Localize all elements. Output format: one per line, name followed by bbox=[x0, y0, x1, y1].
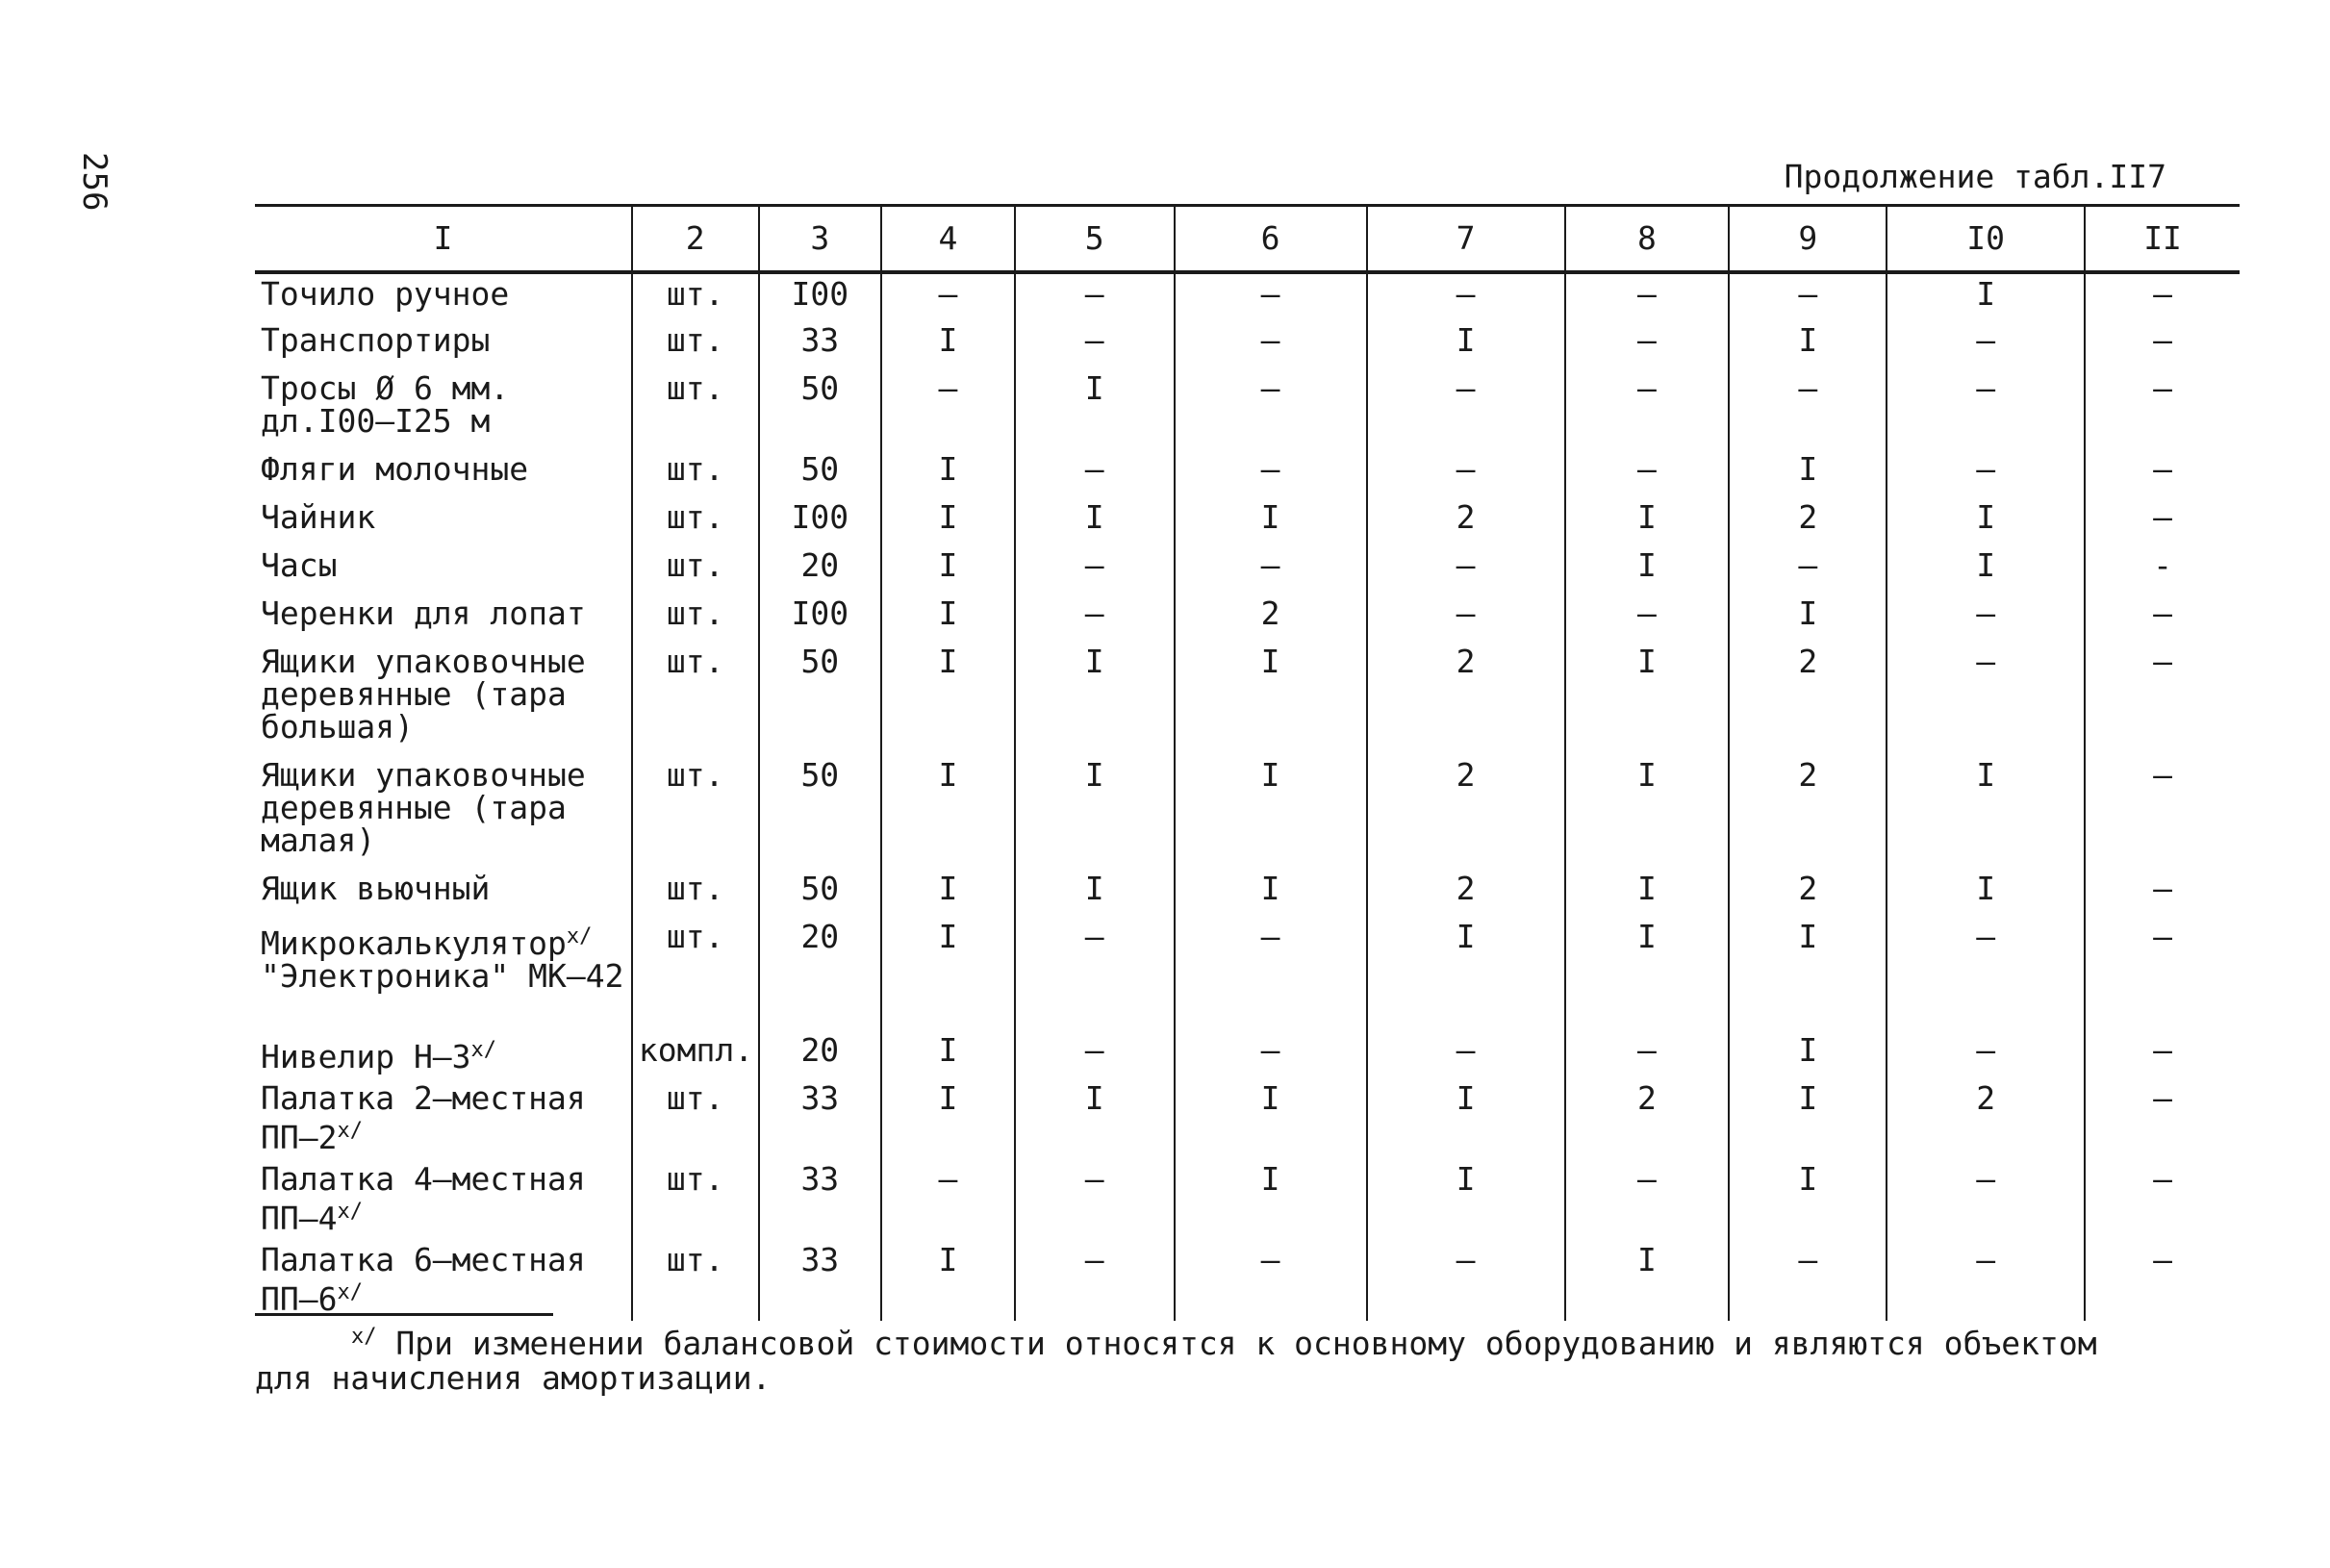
footnote bbox=[255, 1320, 2179, 1396]
value-cell-col-10: I bbox=[1887, 545, 2085, 594]
value-cell-col-10: – bbox=[1887, 917, 2085, 1030]
column-header: 8 bbox=[1565, 206, 1730, 273]
value-cell-col-11: – bbox=[2085, 1159, 2240, 1240]
value-cell-col-7: I bbox=[1367, 1078, 1565, 1159]
value-cell-col-8: – bbox=[1565, 1030, 1730, 1078]
item-name: Палатка 6–местная ПП–6 bbox=[261, 1241, 586, 1318]
value-cell-col-3: 50 bbox=[759, 449, 882, 497]
footnote-ref: х/ bbox=[566, 924, 593, 948]
footnote-ref: х/ bbox=[470, 1038, 497, 1062]
value-cell-col-3: 33 bbox=[759, 1159, 882, 1240]
table-row bbox=[255, 594, 2240, 642]
value-cell-col-4: I bbox=[881, 594, 1015, 642]
value-cell-col-9: I bbox=[1729, 917, 1887, 1030]
value-cell-col-3: I00 bbox=[759, 497, 882, 545]
value-cell-col-7: 2 bbox=[1367, 755, 1565, 869]
table-row bbox=[255, 497, 2240, 545]
value-cell-col-9: – bbox=[1729, 1240, 1887, 1321]
value-cell-col-7: – bbox=[1367, 368, 1565, 449]
value-cell-col-7: – bbox=[1367, 594, 1565, 642]
value-cell-col-5: – bbox=[1015, 594, 1175, 642]
value-cell-col-5: – bbox=[1015, 917, 1175, 1030]
footnote-rule bbox=[255, 1313, 553, 1316]
value-cell-col-11: – bbox=[2085, 368, 2240, 449]
value-cell-col-11: – bbox=[2085, 642, 2240, 755]
table-row bbox=[255, 272, 2240, 320]
value-cell-col-4: I bbox=[881, 642, 1015, 755]
footnote-line-2: для начисления амортизации. bbox=[255, 1359, 772, 1397]
value-cell-col-5: I bbox=[1015, 1078, 1175, 1159]
value-cell-col-5: I bbox=[1015, 869, 1175, 917]
value-cell-col-4: I bbox=[881, 1240, 1015, 1321]
table-row bbox=[255, 1159, 2240, 1240]
value-cell-col-9: – bbox=[1729, 368, 1887, 449]
unit-cell: шт. bbox=[632, 755, 759, 869]
value-cell-col-3: 20 bbox=[759, 1030, 882, 1078]
value-cell-col-7: – bbox=[1367, 1240, 1565, 1321]
table-row bbox=[255, 368, 2240, 449]
item-name-cell bbox=[255, 1030, 632, 1078]
value-cell-col-5: I bbox=[1015, 642, 1175, 755]
unit-cell: компл. bbox=[632, 1030, 759, 1078]
table-caption: Продолжение табл.II7 bbox=[1784, 158, 2166, 195]
column-header: 3 bbox=[759, 206, 882, 273]
item-name: Нивелир Н–3 bbox=[261, 1038, 471, 1075]
value-cell-col-10: I bbox=[1887, 272, 2085, 320]
column-header: I bbox=[255, 206, 632, 273]
value-cell-col-4: I bbox=[881, 1078, 1015, 1159]
value-cell-col-8: I bbox=[1565, 497, 1730, 545]
value-cell-col-4: I bbox=[881, 449, 1015, 497]
value-cell-col-3: 20 bbox=[759, 917, 882, 1030]
value-cell-col-7: – bbox=[1367, 1030, 1565, 1078]
item-name-continued: "Электроника" МК–42 bbox=[261, 957, 624, 995]
table-row bbox=[255, 642, 2240, 755]
unit-cell: шт. bbox=[632, 1078, 759, 1159]
value-cell-col-3: 33 bbox=[759, 320, 882, 368]
value-cell-col-11: – bbox=[2085, 449, 2240, 497]
footnote-ref: х/ bbox=[337, 1280, 363, 1304]
item-name: Микрокалькулятор bbox=[261, 924, 567, 962]
item-name-cell bbox=[255, 755, 632, 869]
value-cell-col-9: I bbox=[1729, 449, 1887, 497]
value-cell-col-3: I00 bbox=[759, 594, 882, 642]
value-cell-col-7: 2 bbox=[1367, 497, 1565, 545]
value-cell-col-11: – bbox=[2085, 917, 2240, 1030]
item-name: Фляги молочные bbox=[261, 450, 529, 488]
item-name-cell bbox=[255, 642, 632, 755]
unit-cell: шт. bbox=[632, 368, 759, 449]
value-cell-col-9: 2 bbox=[1729, 497, 1887, 545]
value-cell-col-6: – bbox=[1175, 368, 1367, 449]
table-row bbox=[255, 545, 2240, 594]
value-cell-col-9: I bbox=[1729, 594, 1887, 642]
value-cell-col-11: – bbox=[2085, 869, 2240, 917]
table-row bbox=[255, 755, 2240, 869]
value-cell-col-9: 2 bbox=[1729, 869, 1887, 917]
value-cell-col-8: I bbox=[1565, 755, 1730, 869]
value-cell-col-7: 2 bbox=[1367, 642, 1565, 755]
column-header: 5 bbox=[1015, 206, 1175, 273]
value-cell-col-9: 2 bbox=[1729, 642, 1887, 755]
value-cell-col-5: – bbox=[1015, 449, 1175, 497]
table-row bbox=[255, 320, 2240, 368]
item-name: Палатка 2–местная ПП–2 bbox=[261, 1079, 586, 1156]
item-name: Ящики упаковочные деревянные (тара малая) bbox=[261, 756, 586, 859]
value-cell-col-5: – bbox=[1015, 1030, 1175, 1078]
value-cell-col-6: I bbox=[1175, 642, 1367, 755]
value-cell-col-10: 2 bbox=[1887, 1078, 2085, 1159]
value-cell-col-9: I bbox=[1729, 1159, 1887, 1240]
item-name: Ящик вьючный bbox=[261, 870, 491, 907]
table-row bbox=[255, 1030, 2240, 1078]
value-cell-col-4: I bbox=[881, 545, 1015, 594]
value-cell-col-11: – bbox=[2085, 594, 2240, 642]
value-cell-col-8: – bbox=[1565, 1159, 1730, 1240]
value-cell-col-11: – bbox=[2085, 497, 2240, 545]
value-cell-col-10: – bbox=[1887, 320, 2085, 368]
value-cell-col-7: – bbox=[1367, 449, 1565, 497]
unit-cell: шт. bbox=[632, 1159, 759, 1240]
value-cell-col-5: – bbox=[1015, 1240, 1175, 1321]
value-cell-col-4: I bbox=[881, 917, 1015, 1030]
value-cell-col-3: 33 bbox=[759, 1078, 882, 1159]
value-cell-col-4: I bbox=[881, 497, 1015, 545]
value-cell-col-11: – bbox=[2085, 272, 2240, 320]
value-cell-col-9: – bbox=[1729, 272, 1887, 320]
item-name-cell bbox=[255, 869, 632, 917]
item-name-cell bbox=[255, 594, 632, 642]
unit-cell: шт. bbox=[632, 594, 759, 642]
value-cell-col-4: – bbox=[881, 272, 1015, 320]
value-cell-col-3: 20 bbox=[759, 545, 882, 594]
value-cell-col-10: – bbox=[1887, 368, 2085, 449]
value-cell-col-5: – bbox=[1015, 320, 1175, 368]
footnote-ref: х/ bbox=[337, 1200, 363, 1224]
column-header: 2 bbox=[632, 206, 759, 273]
value-cell-col-11: – bbox=[2085, 1078, 2240, 1159]
unit-cell: шт. bbox=[632, 545, 759, 594]
value-cell-col-3: 33 bbox=[759, 1240, 882, 1321]
value-cell-col-10: – bbox=[1887, 594, 2085, 642]
value-cell-col-6: – bbox=[1175, 917, 1367, 1030]
value-cell-col-6: – bbox=[1175, 1030, 1367, 1078]
value-cell-col-7: 2 bbox=[1367, 869, 1565, 917]
item-name: Палатка 4–местная ПП–4 bbox=[261, 1160, 586, 1237]
value-cell-col-6: I bbox=[1175, 869, 1367, 917]
item-name-cell bbox=[255, 449, 632, 497]
value-cell-col-8: I bbox=[1565, 869, 1730, 917]
value-cell-col-3: 50 bbox=[759, 755, 882, 869]
value-cell-col-6: – bbox=[1175, 545, 1367, 594]
value-cell-col-6: – bbox=[1175, 449, 1367, 497]
value-cell-col-10: – bbox=[1887, 642, 2085, 755]
item-name-cell bbox=[255, 1078, 632, 1159]
value-cell-col-3: 50 bbox=[759, 642, 882, 755]
item-name: Ящики упаковочные деревянные (тара большая) bbox=[261, 643, 586, 746]
value-cell-col-8: I bbox=[1565, 545, 1730, 594]
item-name: Тросы Ø 6 мм. дл.I00–I25 м bbox=[261, 369, 510, 440]
unit-cell: шт. bbox=[632, 1240, 759, 1321]
value-cell-col-10: – bbox=[1887, 1159, 2085, 1240]
item-name: Чайник bbox=[261, 498, 376, 536]
value-cell-col-5: – bbox=[1015, 545, 1175, 594]
value-cell-col-4: I bbox=[881, 320, 1015, 368]
value-cell-col-6: – bbox=[1175, 1240, 1367, 1321]
value-cell-col-8: I bbox=[1565, 642, 1730, 755]
value-cell-col-7: I bbox=[1367, 917, 1565, 1030]
value-cell-col-8: 2 bbox=[1565, 1078, 1730, 1159]
value-cell-col-10: – bbox=[1887, 1240, 2085, 1321]
value-cell-col-4: – bbox=[881, 368, 1015, 449]
value-cell-col-6: – bbox=[1175, 320, 1367, 368]
value-cell-col-9: I bbox=[1729, 1030, 1887, 1078]
value-cell-col-3: 50 bbox=[759, 869, 882, 917]
value-cell-col-8: I bbox=[1565, 917, 1730, 1030]
column-header: 7 bbox=[1367, 206, 1565, 273]
column-header: 6 bbox=[1175, 206, 1367, 273]
value-cell-col-5: I bbox=[1015, 368, 1175, 449]
unit-cell: шт. bbox=[632, 449, 759, 497]
value-cell-col-10: I bbox=[1887, 869, 2085, 917]
value-cell-col-6: I bbox=[1175, 755, 1367, 869]
value-cell-col-7: – bbox=[1367, 545, 1565, 594]
value-cell-col-4: I bbox=[881, 1030, 1015, 1078]
header-row bbox=[255, 206, 2240, 273]
unit-cell: шт. bbox=[632, 917, 759, 1030]
footnote-mark: х/ bbox=[351, 1325, 377, 1349]
value-cell-col-10: I bbox=[1887, 497, 2085, 545]
value-cell-col-6: I bbox=[1175, 497, 1367, 545]
value-cell-col-4: – bbox=[881, 1159, 1015, 1240]
value-cell-col-5: I bbox=[1015, 755, 1175, 869]
unit-cell: шт. bbox=[632, 642, 759, 755]
item-name: Черенки для лопат bbox=[261, 594, 586, 632]
item-name-cell bbox=[255, 1159, 632, 1240]
value-cell-col-11: – bbox=[2085, 320, 2240, 368]
unit-cell: шт. bbox=[632, 320, 759, 368]
table-row bbox=[255, 1240, 2240, 1321]
value-cell-col-8: – bbox=[1565, 320, 1730, 368]
value-cell-col-8: – bbox=[1565, 594, 1730, 642]
value-cell-col-4: I bbox=[881, 755, 1015, 869]
value-cell-col-6: I bbox=[1175, 1159, 1367, 1240]
column-header: II bbox=[2085, 206, 2240, 273]
value-cell-col-8: – bbox=[1565, 272, 1730, 320]
value-cell-col-5: I bbox=[1015, 497, 1175, 545]
table-row bbox=[255, 869, 2240, 917]
value-cell-col-8: – bbox=[1565, 368, 1730, 449]
equipment-table bbox=[255, 204, 2240, 1321]
column-header: I0 bbox=[1887, 206, 2085, 273]
value-cell-col-6: I bbox=[1175, 1078, 1367, 1159]
item-name: Транспортиры bbox=[261, 321, 491, 359]
item-name-cell bbox=[255, 320, 632, 368]
value-cell-col-10: I bbox=[1887, 755, 2085, 869]
value-cell-col-9: I bbox=[1729, 1078, 1887, 1159]
value-cell-col-6: – bbox=[1175, 272, 1367, 320]
item-name-cell bbox=[255, 917, 632, 1030]
value-cell-col-5: – bbox=[1015, 272, 1175, 320]
value-cell-col-11: - bbox=[2085, 545, 2240, 594]
value-cell-col-3: 50 bbox=[759, 368, 882, 449]
item-name-cell bbox=[255, 272, 632, 320]
value-cell-col-11: – bbox=[2085, 1030, 2240, 1078]
table-row bbox=[255, 917, 2240, 1030]
unit-cell: шт. bbox=[632, 497, 759, 545]
value-cell-col-11: – bbox=[2085, 755, 2240, 869]
value-cell-col-8: I bbox=[1565, 1240, 1730, 1321]
value-cell-col-9: I bbox=[1729, 320, 1887, 368]
value-cell-col-7: – bbox=[1367, 272, 1565, 320]
item-name: Часы bbox=[261, 546, 338, 584]
footnote-ref: х/ bbox=[337, 1119, 363, 1143]
value-cell-col-9: – bbox=[1729, 545, 1887, 594]
value-cell-col-7: I bbox=[1367, 1159, 1565, 1240]
unit-cell: шт. bbox=[632, 272, 759, 320]
value-cell-col-7: I bbox=[1367, 320, 1565, 368]
unit-cell: шт. bbox=[632, 869, 759, 917]
value-cell-col-9: 2 bbox=[1729, 755, 1887, 869]
value-cell-col-3: I00 bbox=[759, 272, 882, 320]
table-row bbox=[255, 449, 2240, 497]
column-header: 4 bbox=[881, 206, 1015, 273]
column-header: 9 bbox=[1729, 206, 1887, 273]
item-name-cell bbox=[255, 368, 632, 449]
value-cell-col-11: – bbox=[2085, 1240, 2240, 1321]
table-row bbox=[255, 1078, 2240, 1159]
footnote-line-1: При изменении балансовой стоимости относятся к основному оборудованию и являются объектом bbox=[395, 1325, 2097, 1362]
value-cell-col-10: – bbox=[1887, 1030, 2085, 1078]
item-name-cell bbox=[255, 1240, 632, 1321]
value-cell-col-4: I bbox=[881, 869, 1015, 917]
item-name-cell bbox=[255, 545, 632, 594]
value-cell-col-10: – bbox=[1887, 449, 2085, 497]
page-number: 256 bbox=[75, 152, 114, 212]
value-cell-col-6: 2 bbox=[1175, 594, 1367, 642]
item-name: Точило ручное bbox=[261, 275, 510, 313]
value-cell-col-8: – bbox=[1565, 449, 1730, 497]
value-cell-col-5: – bbox=[1015, 1159, 1175, 1240]
item-name-cell bbox=[255, 497, 632, 545]
